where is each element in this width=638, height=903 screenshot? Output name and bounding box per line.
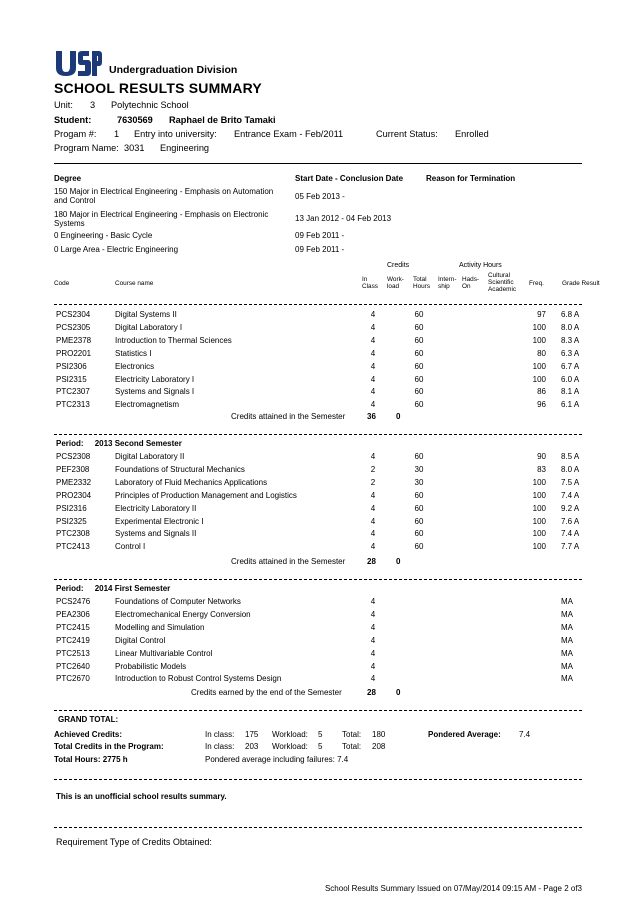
course-frequency: 100 [532, 374, 546, 384]
table-row [0, 400, 638, 412]
achieved-credits-label: Achieved Credits: [54, 730, 123, 739]
course-frequency: 96 [537, 400, 546, 410]
achieved-total-value: 180 [372, 730, 386, 739]
course-frequency: 100 [532, 542, 546, 552]
course-workload-hours: 60 [414, 310, 424, 319]
subtotal-in-class: 36 [367, 412, 376, 421]
course-workload-hours: 60 [414, 452, 424, 461]
degree-name: 0 Large Area - Electric Engineering [54, 245, 179, 254]
entry-label: Entry into university: [134, 129, 217, 139]
program-label: Progam #: [54, 129, 97, 139]
table-row [0, 491, 638, 503]
course-grade: 8.0 A [561, 464, 580, 474]
course-name: Electricity Laboratory I [115, 374, 195, 384]
course-credits-in-class: 4 [370, 516, 376, 526]
course-name: Probabilistic Models [115, 661, 187, 671]
course-grade: 7.4 A [561, 490, 580, 500]
divider [54, 779, 582, 780]
table-row [0, 310, 638, 322]
subtotal-in-class: 28 [367, 688, 376, 697]
divider [54, 827, 582, 828]
degree-dates: 09 Feb 2011 - [295, 231, 345, 240]
table-row [0, 529, 638, 541]
subtotal-in-class: 28 [367, 557, 376, 566]
course-credits-in-class: 4 [370, 542, 376, 552]
course-code: PCS2308 [56, 452, 91, 461]
course-code: PSI2325 [56, 516, 87, 526]
course-frequency: 86 [537, 387, 546, 397]
course-grade: 7.6 A [561, 516, 580, 526]
course-workload-hours: 60 [414, 529, 424, 539]
credits-group-header: Credits [387, 262, 410, 269]
course-grade: 7.5 A [561, 477, 580, 487]
table-row [0, 636, 638, 648]
usp-logo [54, 48, 102, 78]
page-title: SCHOOL RESULTS SUMMARY [54, 80, 262, 96]
table-row [0, 517, 638, 529]
degree-dates: 09 Feb 2011 - [295, 245, 345, 254]
course-frequency: 100 [532, 516, 546, 526]
dates-col-header: Start Date - Conclusion Date [295, 174, 404, 183]
course-code: PTC2513 [56, 648, 90, 658]
course-credits-in-class: 2 [370, 477, 376, 487]
subtotal-label: Credits attained in the Semester [231, 412, 346, 421]
table-row [0, 387, 638, 399]
total-hours-col-header: Total Hours [413, 276, 431, 290]
course-credits-in-class: 4 [370, 490, 376, 500]
course-frequency: 100 [532, 361, 546, 371]
course-name: Electricity Laboratory II [115, 503, 197, 513]
course-code: PTC2415 [56, 622, 90, 632]
table-row [0, 465, 638, 477]
program-number: 1 [114, 129, 120, 139]
degree-name: 180 Major in Electrical Engineering - Emphasis on Electronic Systems [54, 210, 269, 228]
subtotal-workload: 0 [396, 688, 401, 697]
course-workload-hours: 60 [414, 516, 424, 526]
course-code: PCS2305 [56, 322, 91, 332]
course-grade: MA [561, 609, 573, 619]
course-workload-hours: 60 [414, 387, 424, 397]
course-credits-in-class: 4 [370, 609, 376, 619]
workload-col-header: Work- load [387, 276, 404, 290]
table-row [0, 649, 638, 661]
course-grade: MA [561, 622, 573, 632]
course-name: Electromechanical Energy Conversion [115, 609, 251, 619]
table-row [0, 674, 638, 686]
course-workload-hours: 60 [414, 322, 424, 332]
table-row [0, 623, 638, 635]
course-credits-in-class: 4 [370, 348, 376, 358]
course-code: PSI2306 [56, 361, 87, 371]
course-frequency: 97 [537, 310, 546, 319]
achieved-inclass-label: In class: [205, 730, 235, 739]
course-code: PRO2201 [56, 348, 92, 358]
student-id: 7630569 [117, 115, 153, 125]
course-credits-in-class: 2 [370, 464, 376, 474]
course-grade: MA [561, 597, 573, 606]
course-frequency: 100 [532, 477, 546, 487]
course-credits-in-class: 4 [370, 310, 376, 319]
program-workload-value: 5 [318, 742, 323, 751]
program-total-value: 208 [372, 742, 386, 751]
failures-note: Pondered average including failures: 7.4 [205, 755, 349, 764]
course-code: PRO2304 [56, 490, 92, 500]
course-frequency: 100 [532, 503, 546, 513]
divider [54, 710, 582, 711]
course-name: Principles of Production Management and Logistics [115, 490, 297, 500]
reason-col-header: Reason for Termination [426, 174, 516, 183]
table-row [0, 349, 638, 361]
course-grade: 9.2 A [561, 503, 580, 513]
program-name-label: Program Name: [54, 143, 119, 153]
pondered-average-value: 7.4 [519, 730, 531, 739]
course-credits-in-class: 4 [370, 503, 376, 513]
table-row [0, 452, 638, 464]
code-col-header: Code [54, 280, 70, 287]
course-frequency: 100 [532, 490, 546, 500]
in-class-col-header: In Class [362, 276, 378, 290]
course-code: PEA2306 [56, 609, 90, 619]
course-credits-in-class: 4 [370, 335, 376, 345]
course-code: PSI2315 [56, 374, 87, 384]
course-credits-in-class: 4 [370, 674, 376, 684]
course-code: PTC2307 [56, 387, 90, 397]
course-code: PCS2304 [56, 310, 91, 319]
course-frequency: 80 [537, 348, 546, 358]
program-name-value: Engineering [160, 143, 210, 153]
course-frequency: 100 [532, 335, 546, 345]
course-credits-in-class: 4 [370, 648, 376, 658]
course-grade: 8.0 A [561, 322, 580, 332]
entry-value: Entrance Exam - Feb/2011 [234, 129, 344, 139]
course-credits-in-class: 4 [370, 622, 376, 632]
activity-group-header: Activity Hours [459, 262, 502, 269]
table-row [0, 504, 638, 516]
subtotal-label: Credits earned by the end of the Semester [191, 688, 342, 697]
divider [54, 304, 582, 305]
course-name: Digital Laboratory I [115, 322, 183, 332]
course-name: Digital Systems II [115, 310, 177, 319]
course-grade: 6.7 A [561, 361, 580, 371]
achieved-total-label: Total: [342, 730, 362, 739]
course-workload-hours: 30 [414, 464, 424, 474]
course-grade: 6.3 A [561, 348, 580, 358]
division-label: Undergraduation Division [109, 64, 238, 76]
course-grade: 6.1 A [561, 400, 580, 410]
course-frequency: 100 [532, 529, 546, 539]
course-frequency: 100 [532, 322, 546, 332]
course-credits-in-class: 4 [370, 387, 376, 397]
cultural-col-header: Cultural Scientific Academic [488, 272, 517, 293]
course-code: PME2332 [56, 477, 92, 487]
unit-name: Polytechnic School [111, 100, 189, 110]
divider [54, 163, 582, 164]
course-name: Control I [115, 542, 146, 552]
unit-code: 3 [90, 100, 96, 110]
course-name: Modelling and Simulation [115, 622, 205, 632]
course-grade: MA [561, 635, 573, 645]
course-col-header: Course name [115, 280, 154, 287]
table-row [0, 662, 638, 674]
course-workload-hours: 60 [414, 374, 424, 384]
table-row [0, 375, 638, 387]
student-label: Student: [54, 115, 92, 125]
program-inclass-label: In class: [205, 742, 235, 751]
grade-col-header: Grade Result [562, 280, 600, 287]
degree-dates: 13 Jan 2012 - 04 Feb 2013 [295, 214, 392, 223]
subtotal-label: Credits attained in the Semester [231, 557, 346, 566]
course-credits-in-class: 4 [370, 400, 376, 410]
student-name: Raphael de Brito Tamaki [169, 115, 276, 125]
course-frequency: 83 [537, 464, 546, 474]
course-code: PTC2313 [56, 400, 90, 410]
course-workload-hours: 60 [414, 490, 424, 500]
hands-on-col-header: Hads- On [462, 276, 480, 290]
course-grade: MA [561, 661, 573, 671]
course-grade: 8.5 A [561, 452, 580, 461]
achieved-inclass-value: 175 [245, 730, 259, 739]
achieved-workload-value: 5 [318, 730, 323, 739]
program-workload-label: Workload: [272, 742, 308, 751]
divider [54, 434, 582, 435]
unofficial-notice: This is an unofficial school results summary. [56, 792, 227, 801]
course-workload-hours: 60 [414, 503, 424, 513]
course-code: PTC2413 [56, 542, 90, 552]
course-code: PTC2640 [56, 661, 90, 671]
achieved-workload-label: Workload: [272, 730, 308, 739]
course-name: Digital Control [115, 635, 166, 645]
course-grade: 7.7 A [561, 542, 580, 552]
program-name-code: 3031 [124, 143, 145, 153]
course-name: Systems and Signals I [115, 387, 195, 397]
degree-dates: 05 Feb 2013 - [295, 192, 345, 201]
unit-label: Unit: [54, 100, 73, 110]
course-credits-in-class: 4 [370, 322, 376, 332]
course-credits-in-class: 4 [370, 597, 376, 606]
course-name: Digital Laboratory II [115, 452, 185, 461]
period-heading: Period: 2014 First Semester [56, 584, 171, 593]
course-grade: 6.0 A [561, 374, 580, 384]
degree-name: 150 Major in Electrical Engineering - Emphasis on Automation and Control [54, 187, 274, 205]
course-code: PEF2308 [56, 464, 90, 474]
program-inclass-value: 203 [245, 742, 259, 751]
course-name: Experimental Electronic I [115, 516, 204, 526]
course-workload-hours: 60 [414, 335, 424, 345]
degree-col-header: Degree [54, 174, 82, 183]
course-grade: 8.1 A [561, 387, 580, 397]
table-row [0, 542, 638, 554]
internship-col-header: Intern- ship [438, 276, 457, 290]
page-footer: School Results Summary Issued on 07/May/2014 09:15 AM - Page 2 of3 [324, 884, 582, 893]
course-credits-in-class: 4 [370, 635, 376, 645]
course-name: Systems and Signals II [115, 529, 197, 539]
course-credits-in-class: 4 [370, 661, 376, 671]
course-name: Electromagnetism [115, 400, 180, 410]
subtotal-workload: 0 [396, 412, 401, 421]
course-grade: 6.8 A [561, 310, 580, 319]
course-code: PCS2476 [56, 597, 91, 606]
course-name: Electronics [115, 361, 155, 371]
table-row [0, 362, 638, 374]
course-name: Laboratory of Fluid Mechanics Applications [115, 477, 268, 487]
course-credits-in-class: 4 [370, 374, 376, 384]
course-workload-hours: 60 [414, 400, 424, 410]
course-grade: MA [561, 674, 573, 684]
period-heading: Period: 2013 Second Semester [56, 439, 182, 448]
course-frequency: 90 [537, 452, 546, 461]
degree-name: 0 Engineering - Basic Cycle [54, 231, 153, 240]
course-credits-in-class: 4 [370, 361, 376, 371]
status-label: Current Status: [376, 129, 438, 139]
requirement-heading: Requirement Type of Credits Obtained: [56, 837, 212, 847]
course-workload-hours: 30 [414, 477, 424, 487]
course-name: Linear Multivariable Control [115, 648, 213, 658]
pondered-average-label: Pondered Average: [428, 730, 501, 739]
table-row [0, 323, 638, 335]
course-grade: MA [561, 648, 573, 658]
table-row [0, 610, 638, 622]
table-row [0, 597, 638, 609]
course-name: Foundations of Structural Mechanics [115, 464, 245, 474]
total-hours: Total Hours: 2775 h [54, 755, 128, 764]
course-name: Foundations of Computer Networks [115, 597, 241, 606]
course-name: Statistics I [115, 348, 152, 358]
program-credits-label: Total Credits in the Program: [54, 742, 164, 751]
course-workload-hours: 60 [414, 348, 424, 358]
course-name: Introduction to Robust Control Systems Design [115, 674, 282, 684]
course-grade: 7.4 A [561, 529, 580, 539]
subtotal-workload: 0 [396, 557, 401, 566]
course-credits-in-class: 4 [370, 529, 376, 539]
course-grade: 8.3 A [561, 335, 580, 345]
course-workload-hours: 60 [414, 361, 424, 371]
grand-total-heading: GRAND TOTAL: [58, 715, 119, 724]
course-name: Introduction to Thermal Sciences [115, 335, 232, 345]
divider [54, 579, 582, 580]
table-row [0, 336, 638, 348]
freq-col-header: Freq. [529, 280, 544, 287]
status-value: Enrolled [455, 129, 489, 139]
course-workload-hours: 60 [414, 542, 424, 552]
course-code: PTC2308 [56, 529, 90, 539]
course-code: PSI2316 [56, 503, 87, 513]
course-code: PME2378 [56, 335, 92, 345]
course-credits-in-class: 4 [370, 452, 376, 461]
program-total-label: Total: [342, 742, 362, 751]
course-code: PTC2419 [56, 635, 90, 645]
course-code: PTC2670 [56, 674, 90, 684]
table-row [0, 478, 638, 490]
